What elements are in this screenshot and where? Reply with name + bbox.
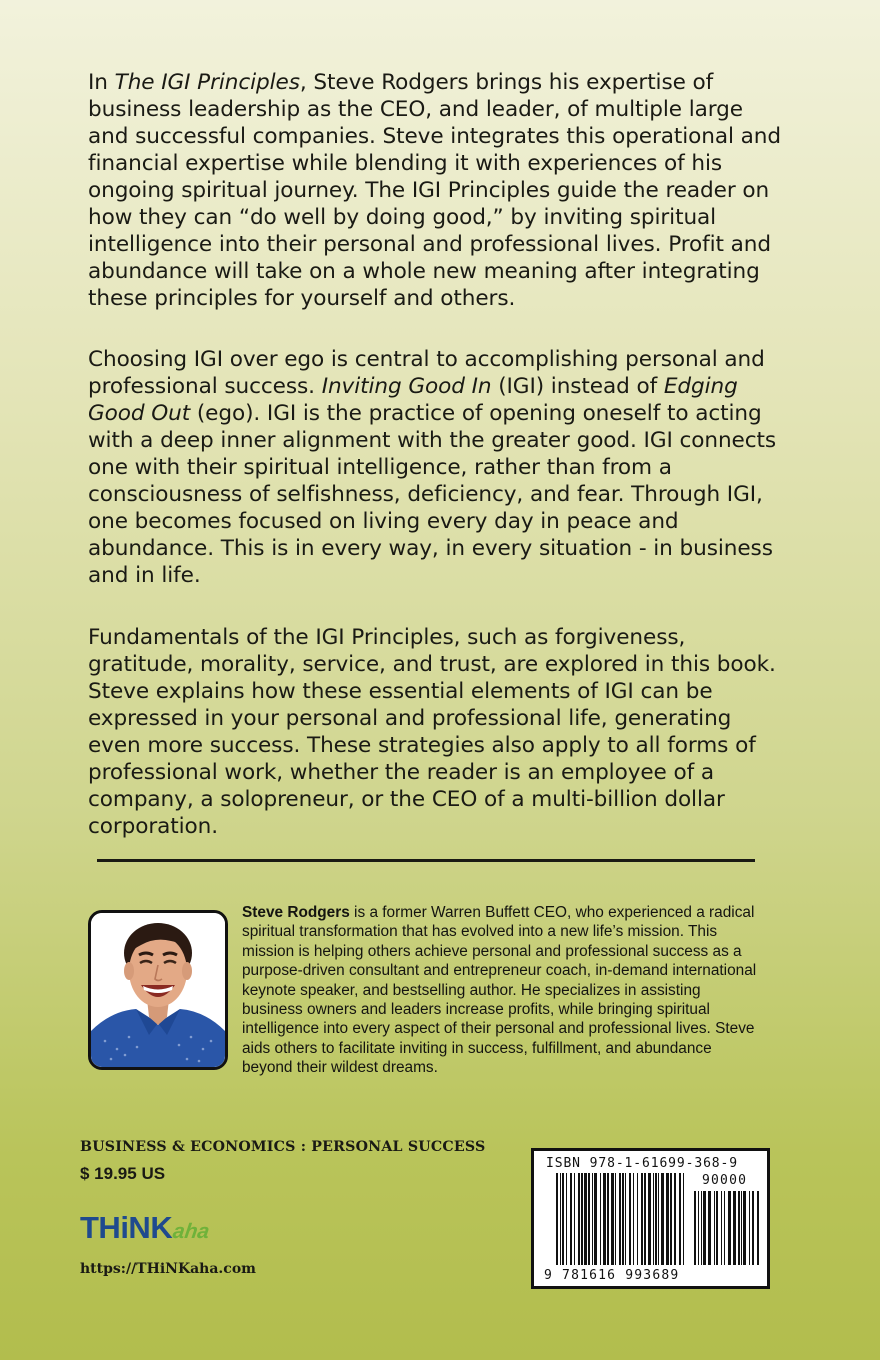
barcode-bar (703, 1191, 706, 1265)
barcode-bar (562, 1173, 564, 1265)
barcode-bar (584, 1173, 587, 1265)
barcode-bar (588, 1173, 590, 1265)
barcode-bar (633, 1173, 634, 1265)
barcode-bar (600, 1173, 601, 1265)
p2-c: (IGI) instead of (491, 374, 664, 399)
barcode-bar (648, 1173, 651, 1265)
p2-a: Choosing IGI over ego is central to accomplishing personal and professional success. (88, 347, 765, 399)
barcode-bar (716, 1191, 718, 1265)
barcode-bar (574, 1173, 575, 1265)
p2-inviting-good-in: Inviting Good In (321, 374, 492, 399)
barcode-bar (594, 1173, 597, 1265)
barcode-bar (641, 1173, 643, 1265)
barcode-bar (701, 1191, 702, 1265)
barcode-bar (741, 1191, 742, 1265)
barcode-bar (757, 1191, 759, 1265)
barcode-bar (752, 1191, 754, 1265)
barcode-bar (611, 1173, 614, 1265)
barcode-bar (570, 1173, 572, 1265)
author-name: Steve Rodgers (242, 904, 350, 921)
bisac-category: BUSINESS & ECONOMICS : PERSONAL SUCCESS (80, 1139, 486, 1155)
p2-e: (ego). IGI is the practice of opening oneself to acting with a deep inner alignment with the greater good. IGI connects one with their spiritual intelligence, rather than from a consciousness of selfishness, deficiency, and fear. Through IGI, one becomes focused on living every day in peace and abundance. This is in every way, in every situation - in business and in life. (88, 401, 777, 588)
barcode-bar (661, 1173, 664, 1265)
description-paragraph-2 (88, 346, 788, 589)
barcode-bars (534, 1151, 767, 1286)
ean-digits: 9 781616 993689 (544, 1268, 680, 1283)
barcode-bar (629, 1173, 631, 1265)
barcode-bar (603, 1173, 606, 1265)
barcode-bar (560, 1173, 561, 1265)
barcode-bar (556, 1173, 558, 1265)
barcode-bar (592, 1173, 593, 1265)
barcode-bar (578, 1173, 580, 1265)
barcode-bar (619, 1173, 621, 1265)
barcode-bar (749, 1191, 750, 1265)
barcode-bar (724, 1191, 725, 1265)
barcode-bar (615, 1173, 616, 1265)
barcode-bar (698, 1191, 699, 1265)
author-photo (88, 910, 228, 1070)
barcode-bar (743, 1191, 746, 1265)
p2-edging-good-out: Edging Good Out (88, 374, 738, 426)
price: $ 19.95 US (80, 1164, 166, 1183)
barcode-bar (738, 1191, 740, 1265)
barcode-bar (714, 1191, 715, 1265)
section-divider (97, 859, 755, 862)
barcode-bar (683, 1173, 684, 1265)
addon-price-code: 90000 (702, 1173, 748, 1188)
barcode-bar (728, 1191, 731, 1265)
barcode-bar (566, 1173, 567, 1265)
description-paragraph-3: Fundamentals of the IGI Principles, such as forgiveness, gratitude, morality, service, and trust, are explored in this book. Steve explains how these essential elements of IGI can be expressed in your personal and professional life, generating even more success. These strategies also apply to all forms of professional work, whether the reader is an employee of a company, a solopreneur, or the CEO of a multi-billion dollar corporation. (88, 625, 776, 839)
barcode-bar (607, 1173, 609, 1265)
barcode-bar (637, 1173, 638, 1265)
barcode-bar (708, 1191, 711, 1265)
barcode-bar (625, 1173, 626, 1265)
author-bio-text: is a former Warren Buffett CEO, who experienced a radical spiritual transformation that has evolved into a new life’s mission. This mission is helping others achieve personal and professional success as a purpose-driven consultant and entrepreneur coach, in-demand international keynote speaker, and bestselling author. He specializes in assisting business owners and leaders increase profits, while bringing spiritual intelligence into every aspect of their personal and professional lives. Steve aids others to facilitate inviting in success, fulfillment, and abundance beyond their wildest dreams. (242, 904, 757, 1077)
publisher-url: https://THiNKaha.com (80, 1261, 256, 1277)
isbn-barcode (531, 1148, 770, 1289)
barcode-bar (658, 1173, 659, 1265)
barcode-bar (674, 1173, 676, 1265)
logo-aha: aha (171, 1220, 212, 1243)
barcode-bar (733, 1191, 736, 1265)
p1-pre: In (88, 70, 115, 95)
barcode-bar (655, 1173, 657, 1265)
p1-body: , Steve Rodgers brings his expertise of business leadership as the CEO, and leader, of multiple large and successful companies. Steve integrates this operational and financial expertise while blending it with experiences of his ongoing spiritual journey. The IGI Principles guide the reader on how they can “do well by doing good,” by inviting spiritual intelligence into their personal and professional lives. Profit and abundance will take on a whole new meaning after integrating these principles for yourself and others. (88, 70, 781, 311)
barcode-bar (581, 1173, 583, 1265)
barcode-bar (666, 1173, 669, 1265)
barcode-bar (644, 1173, 646, 1265)
author-portrait-illustration (91, 913, 225, 1067)
description-paragraph-1 (88, 69, 788, 312)
barcode-bar (653, 1173, 654, 1265)
logo-think: THiNK (80, 1210, 173, 1245)
publisher-logo (80, 1210, 212, 1250)
barcode-bar (721, 1191, 722, 1265)
isbn-label: ISBN 978-1-61699-368-9 (546, 1156, 738, 1171)
barcode-bar (694, 1191, 696, 1265)
book-title: The IGI Principles (114, 70, 300, 95)
barcode-bar (670, 1173, 672, 1265)
author-bio (242, 903, 762, 1078)
barcode-bar (622, 1173, 624, 1265)
barcode-bar (679, 1173, 681, 1265)
